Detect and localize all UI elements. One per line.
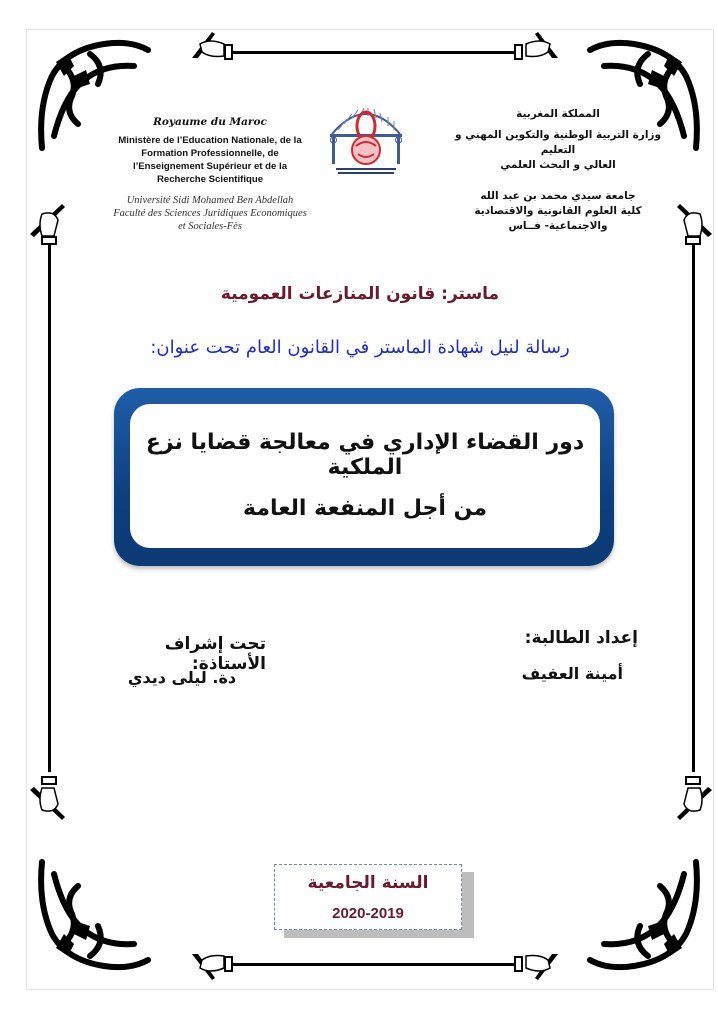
arabic-header: [440, 108, 676, 234]
writing-hand-icon: [524, 30, 560, 60]
university-line: Université Sidi Mohamed Ben Abdellah: [126, 195, 294, 206]
hand-cuff-icon: [514, 956, 523, 972]
university-name-fr: [100, 194, 320, 233]
university-line: والاجتماعية- فــاس: [508, 220, 608, 232]
university-line: كلية العلوم القانونية والاقتصادية: [474, 205, 642, 217]
academic-year-value: 2020-2019: [332, 905, 404, 922]
border-top-line: [232, 51, 518, 54]
ministry-line: l’Enseignement Supérieur et de la: [132, 161, 288, 172]
writing-hand-icon: [190, 952, 226, 982]
ministry-line: Formation Professionnelle, de: [141, 148, 279, 159]
supervisor-name: دة. ليلى ديدي: [127, 668, 237, 687]
thesis-title-box: [130, 404, 600, 548]
supervisor-label: تحت إشراف الأستاذة:: [164, 634, 266, 674]
master-program-title: ماستر: قانون المنازعات العمومية: [220, 284, 500, 304]
kingdom-label-fr: Royaume du Maroc: [153, 116, 267, 128]
thesis-title-frame: [114, 388, 614, 566]
writing-hand-icon: [190, 30, 226, 60]
thesis-title-line-2: من أجل المنفعة العامة: [243, 496, 487, 521]
border-right-line: [692, 242, 695, 772]
border-bottom-line: [232, 963, 518, 966]
student-label: إعداد الطالبة:: [524, 628, 638, 648]
academic-year-label: السنة الجامعية: [307, 873, 429, 893]
ministry-line: Recherche Scientifique: [156, 174, 264, 185]
thesis-intro-text: رسالة لنيل شهادة الماستر في القانون العام تحت عنوان:: [150, 337, 570, 358]
university-line: Faculté des Sciences Juridiques Economiques: [113, 208, 307, 219]
ministry-name-ar: [440, 128, 676, 173]
ministry-line: العالي و البحث العلمي: [500, 159, 616, 171]
university-line: et Sociales-Fès: [178, 221, 242, 232]
kingdom-label-ar: المملكة المغربية: [516, 108, 600, 120]
student-name: أمينة العفيف: [521, 664, 623, 683]
writing-hand-icon: [28, 200, 68, 240]
writing-hand-icon: [28, 784, 68, 824]
hand-cuff-icon: [514, 44, 523, 60]
writing-hand-icon: [674, 784, 714, 824]
ministry-line: وزارة التربية الوطنية والتكوين المهني و التعليم: [455, 129, 661, 156]
writing-hand-icon: [674, 200, 714, 240]
ornament-corner-bottom-right-icon: [586, 856, 704, 974]
university-name-ar: [440, 189, 676, 234]
university-logo-icon: [322, 96, 410, 178]
ministry-line: Ministère de l’Education Nationale, de la: [118, 135, 302, 146]
thesis-title-line-1: دور القضاء الإداري في معالجة قضايا نزع الملكية: [145, 430, 585, 480]
ministry-name-fr: [100, 134, 320, 186]
academic-year-box: [274, 864, 470, 932]
writing-hand-icon: [524, 952, 560, 982]
border-left-line: [48, 242, 51, 772]
university-line: جامعة سيدي محمد بن عبد الله: [480, 190, 636, 202]
academic-year-card: [274, 864, 462, 930]
ornament-corner-bottom-left-icon: [34, 856, 152, 974]
french-header: [100, 116, 320, 233]
